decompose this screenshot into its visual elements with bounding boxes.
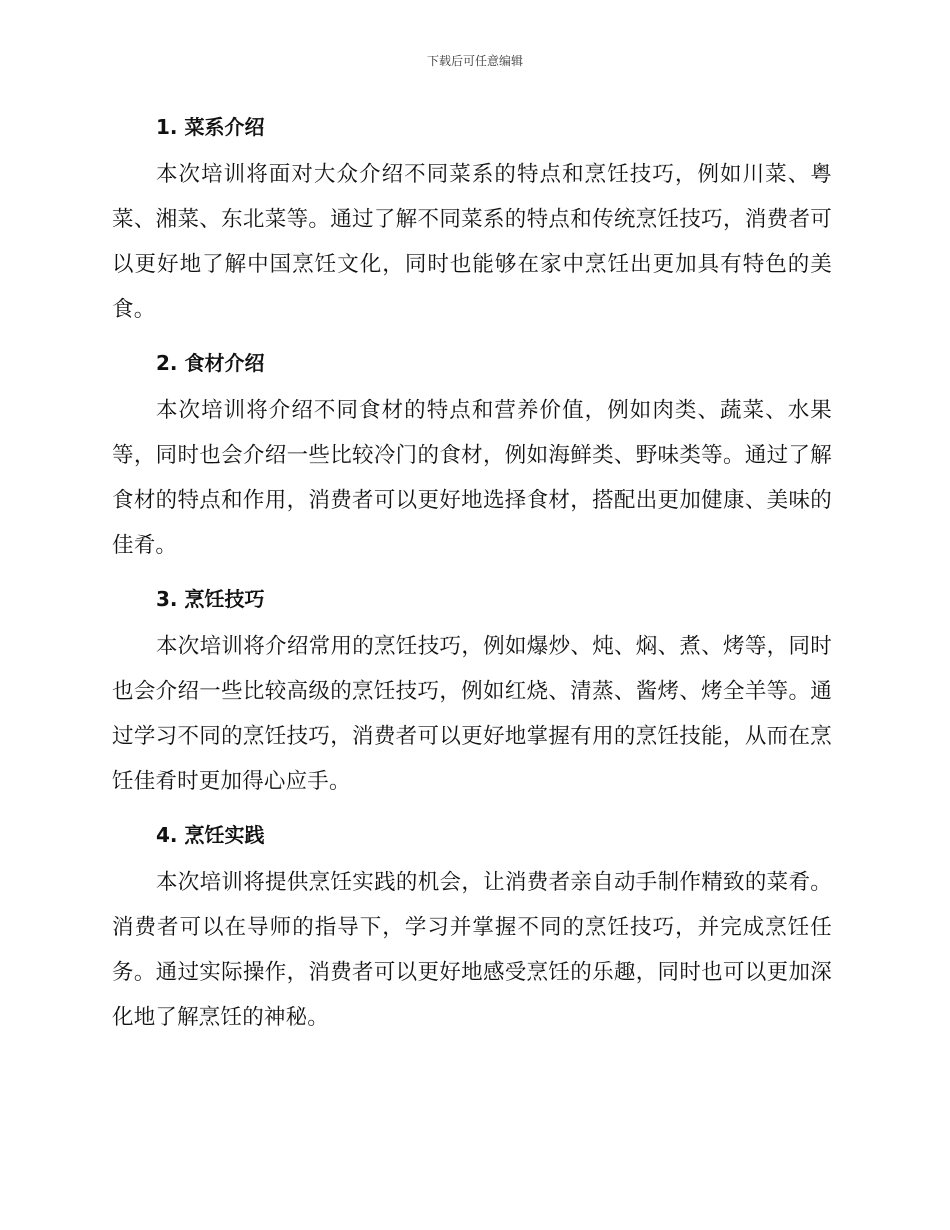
section-heading: 1. 菜系介绍	[156, 115, 265, 139]
section-paragraph: 本次培训将面对大众介绍不同菜系的特点和烹饪技巧，例如川菜、粤菜、湘菜、东北菜等。通过了解不同菜系的特点和传统烹饪技巧，消费者可以更好地了解中国烹饪文化，同时也能够在家中烹饪出更加具有特色的美食。	[112, 162, 832, 322]
section-heading: 4. 烹饪实践	[156, 823, 265, 847]
section-paragraph: 本次培训将介绍常用的烹饪技巧，例如爆炒、炖、焖、煮、烤等，同时也会介绍一些比较高级的烹饪技巧，例如红烧、清蒸、酱烤、烤全羊等。通过学习不同的烹饪技巧，消费者可以更好地掌握有用的烹饪技能，从而在烹饪佳肴时更加得心应手。	[112, 634, 832, 794]
section-heading: 2. 食材介绍	[156, 351, 265, 375]
section-ingredient-intro	[112, 346, 832, 568]
section-cuisine-intro	[112, 110, 832, 332]
section-paragraph: 本次培训将介绍不同食材的特点和营养价值，例如肉类、蔬菜、水果等，同时也会介绍一些比较冷门的食材，例如海鲜类、野味类等。通过了解食材的特点和作用，消费者可以更好地选择食材，搭配出更加健康、美味的佳肴。	[112, 398, 832, 558]
document-body	[112, 110, 832, 1054]
section-cooking-practice	[112, 818, 832, 1040]
page-header: 下载后可任意编辑	[426, 54, 523, 68]
section-cooking-skills	[112, 582, 832, 804]
section-paragraph: 本次培训将提供烹饪实践的机会，让消费者亲自动手制作精致的菜肴。消费者可以在导师的指导下，学习并掌握不同的烹饪技巧，并完成烹饪任务。通过实际操作，消费者可以更好地感受烹饪的乐趣，同时也可以更加深化地了解烹饪的神秘。	[112, 870, 832, 1030]
section-heading: 3. 烹饪技巧	[156, 587, 265, 611]
